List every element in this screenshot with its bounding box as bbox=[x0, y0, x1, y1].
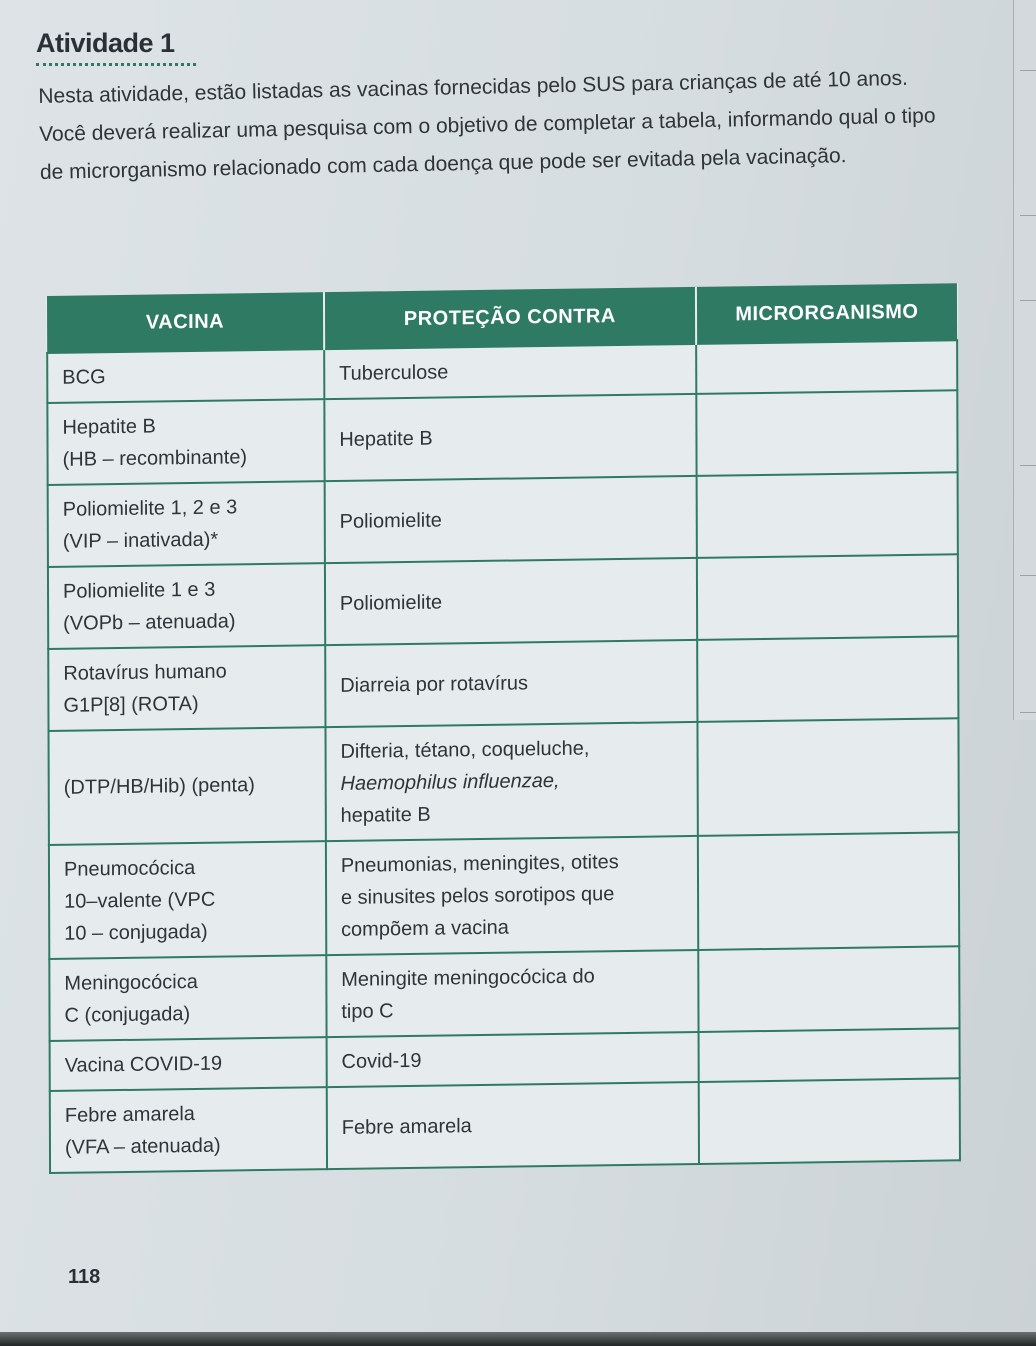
table-row bbox=[50, 1078, 960, 1173]
protection-cell bbox=[326, 1032, 698, 1087]
title-dotted-underline bbox=[36, 63, 196, 66]
vaccine-line: 10 – conjugada) bbox=[64, 920, 208, 945]
table-row bbox=[48, 636, 958, 731]
protection-line: Febre amarela bbox=[341, 1115, 472, 1139]
table-row bbox=[48, 472, 958, 567]
vaccine-table-container bbox=[46, 283, 961, 1174]
protection-cell bbox=[326, 836, 698, 955]
microorganism-cell[interactable] bbox=[698, 1078, 960, 1164]
vaccine-line: (VFA – atenuada) bbox=[64, 1134, 221, 1159]
protection-line: Poliomielite bbox=[339, 591, 443, 615]
microorganism-cell[interactable] bbox=[697, 554, 959, 640]
microorganism-cell[interactable] bbox=[697, 636, 959, 722]
page-number: 118 bbox=[68, 1266, 101, 1288]
vaccine-cell bbox=[49, 841, 326, 959]
intro-paragraph-1: Nesta atividade, estão listadas as vacinas fornecidas pelo SUS para crianças de até 10 anos. bbox=[38, 66, 909, 108]
microorganism-cell[interactable] bbox=[698, 832, 960, 950]
vaccine-cell bbox=[47, 349, 324, 403]
header-protecao-contra: PROTEÇÃO CONTRA bbox=[324, 287, 696, 349]
table-row bbox=[47, 390, 957, 485]
protection-cell bbox=[326, 950, 698, 1037]
edge-mark bbox=[1020, 70, 1036, 71]
table-row bbox=[49, 718, 959, 845]
vaccine-line: Meningocócica bbox=[64, 970, 198, 995]
protection-line: Difteria, tétano, coqueluche, bbox=[340, 737, 590, 763]
microorganism-cell[interactable] bbox=[696, 472, 958, 558]
microorganism-cell[interactable] bbox=[696, 340, 957, 394]
protection-cell bbox=[324, 344, 696, 399]
edge-mark bbox=[1020, 215, 1036, 216]
vaccine-line: Rotavírus humano bbox=[63, 660, 227, 685]
protection-line: Hepatite B bbox=[339, 427, 433, 451]
vaccine-line: Pneumocócica bbox=[63, 856, 196, 881]
protection-cell bbox=[324, 394, 696, 481]
protection-line: hepatite B bbox=[340, 803, 431, 827]
protection-line: Haemophilus influenzae, bbox=[340, 769, 560, 795]
vaccine-line: G1P[8] (ROTA) bbox=[63, 692, 199, 717]
vaccine-line: BCG bbox=[62, 366, 106, 389]
vaccine-line: Hepatite B bbox=[62, 415, 156, 439]
vaccine-line: (HB – recombinante) bbox=[62, 446, 248, 471]
protection-line: e sinusites pelos sorotipos que bbox=[340, 883, 615, 909]
vaccine-cell bbox=[48, 563, 325, 649]
protection-line: Covid-19 bbox=[341, 1049, 422, 1073]
microorganism-cell[interactable] bbox=[696, 390, 958, 476]
adjacent-page-edge bbox=[1013, 0, 1036, 720]
protection-line: Meningite meningocócica do bbox=[341, 965, 595, 991]
microorganism-cell[interactable] bbox=[698, 946, 960, 1032]
table-row bbox=[48, 554, 958, 649]
vaccine-cell bbox=[48, 645, 325, 731]
protection-cell bbox=[325, 640, 697, 727]
vaccine-line: (DTP/HB/Hib) (penta) bbox=[63, 774, 255, 799]
vaccine-line: Poliomielite 1, 2 e 3 bbox=[62, 496, 238, 521]
activity-title: Atividade 1 bbox=[36, 28, 175, 58]
edge-mark bbox=[1020, 712, 1036, 713]
protection-line: Diarreia por rotavírus bbox=[340, 672, 529, 697]
vaccine-table bbox=[46, 283, 961, 1174]
protection-line: Pneumonias, meningites, otites bbox=[340, 851, 619, 877]
vaccine-cell bbox=[47, 399, 324, 485]
vaccine-line: (VOPb – atenuada) bbox=[63, 610, 236, 635]
edge-mark bbox=[1020, 300, 1036, 301]
table-row bbox=[49, 832, 959, 959]
vaccine-cell bbox=[50, 1037, 327, 1091]
protection-cell bbox=[327, 1082, 699, 1169]
vaccine-line: Febre amarela bbox=[64, 1103, 195, 1127]
header-microrganismo: MICRORGANISMO bbox=[696, 283, 957, 344]
protection-cell bbox=[325, 722, 697, 841]
vaccine-line: Poliomielite 1 e 3 bbox=[62, 578, 216, 603]
vaccine-line: (VIP – inativada)* bbox=[62, 528, 219, 553]
edge-mark bbox=[1020, 575, 1036, 576]
edge-mark bbox=[1020, 465, 1036, 466]
protection-line: Tuberculose bbox=[339, 361, 449, 385]
microorganism-cell[interactable] bbox=[698, 1028, 959, 1082]
vaccine-cell bbox=[50, 1087, 327, 1173]
vaccine-cell bbox=[49, 727, 326, 845]
protection-line: compõem a vacina bbox=[341, 916, 509, 941]
protection-line: tipo C bbox=[341, 1000, 394, 1023]
vaccine-cell bbox=[48, 481, 325, 567]
vaccine-line: 10–valente (VPC bbox=[64, 888, 216, 913]
vaccine-cell bbox=[49, 955, 326, 1041]
protection-cell bbox=[324, 476, 696, 563]
header-vacina: VACINA bbox=[47, 292, 324, 353]
protection-line: Poliomielite bbox=[339, 509, 442, 533]
page-bottom-shadow bbox=[0, 1332, 1036, 1346]
vaccine-line: C (conjugada) bbox=[64, 1003, 191, 1027]
vaccine-line: Vacina COVID-19 bbox=[64, 1052, 223, 1077]
protection-cell bbox=[325, 558, 697, 645]
microorganism-cell[interactable] bbox=[697, 718, 959, 836]
intro-text bbox=[38, 59, 940, 192]
intro-paragraph-2: Você deverá realizar uma pesquisa com o objetivo de completar a tabela, informando qual o tipo de microrganismo relacionado com cada doença que pode ser evitada pela vacinação. bbox=[38, 104, 936, 184]
table-row bbox=[49, 946, 959, 1041]
